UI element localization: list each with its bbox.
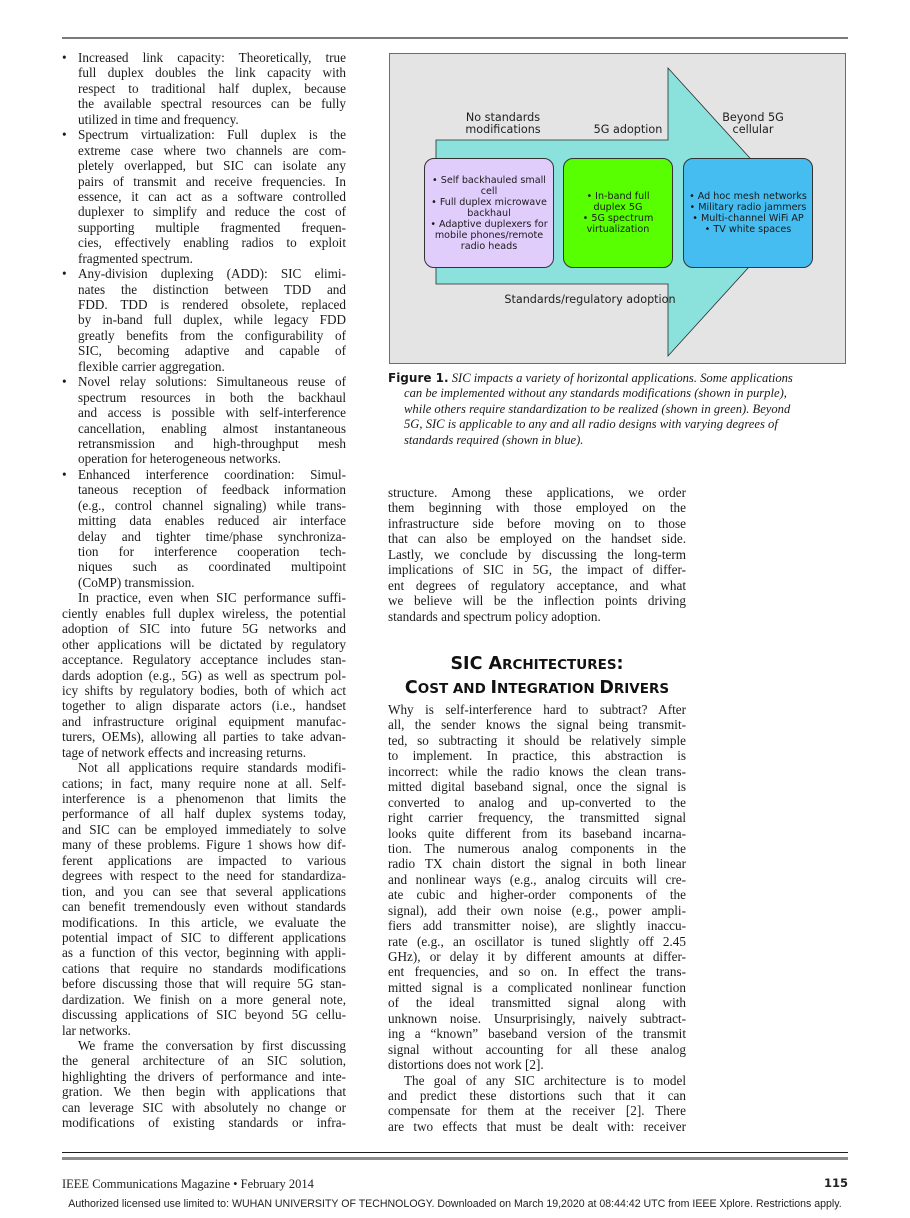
text-line: supporting multiple fragmented frequen- [78, 219, 346, 235]
text-line: full duplex doubles the link capacity with [78, 65, 346, 81]
text-line: Lastly, we conclude by discussing the long-term [388, 546, 686, 562]
text-line: icy shifts by regulatory bodies, both of which act [62, 682, 346, 698]
text-line: fiers add transmitter noise), are slightly inaccu- [388, 918, 686, 934]
box-item: mobile phones/remote [434, 229, 544, 241]
bullet-icon: • [62, 50, 67, 65]
text-line: highlighting the drivers of performance and inte- [62, 1068, 346, 1084]
text-line: essence, it can act as a software controlled [78, 188, 346, 204]
text-line: converted to analog and up-converted to the [388, 794, 686, 810]
text-line: flexible carrier aggregation. [78, 358, 225, 374]
caption-line: can be implemented without any standards modifications (shown in purple), [404, 386, 787, 401]
text-line: operation for heterogeneous networks. [78, 451, 281, 467]
text-line: cies, effectively enabling radios to exploit [78, 235, 346, 251]
text-line: • Novel relay solutions: Simultaneous reuse of [62, 374, 346, 390]
text-line: tion. The numerous analog components in the [388, 840, 686, 856]
text-line: ing a “known” baseband version of the transmit [388, 1026, 686, 1042]
text-line: adoption of SIC into future 5G networks and [62, 621, 346, 637]
text-line: greatly benefits from the configurability of [78, 327, 346, 343]
text-line: niques such as coordinated multipoint [78, 559, 346, 575]
text-line: respect to traditional half duplex, because [78, 80, 346, 96]
text-line: and infrastructure original equipment manufac- [62, 713, 346, 729]
text-line: ent degrees of regulatory acceptance, and what [388, 577, 686, 593]
text-line: to implement. In practice, this abstraction is [388, 748, 686, 764]
text-line: lar networks. [62, 1022, 131, 1038]
text-line: ciently enables full duplex wireless, the potential [62, 605, 346, 621]
text-line: as a function of this vector, beginning with appli- [62, 945, 346, 961]
box-item: • 5G spectrum [582, 213, 654, 224]
left-column [62, 50, 346, 1131]
box-item: • Full duplex microwave [431, 196, 547, 208]
text-line: and predict these distortions such that it can [388, 1087, 686, 1103]
box-item: backhaul [467, 207, 511, 219]
text-line: together to align disparate actors (i.e., handset [62, 698, 346, 714]
text-line: FDD. TDD is rendered obsolete, replaced [78, 297, 346, 312]
text-line: spectrum resources in both the backhaul [78, 389, 346, 405]
label-no-standards: No standards modifications [465, 111, 541, 137]
text-line: the general architecture of an SIC solution, [62, 1053, 346, 1069]
bullet-icon: • [62, 466, 67, 482]
text-line: are two effects that must be dealt with: receiver [388, 1118, 686, 1134]
text-line: by in-band full duplex, while legacy FDD [78, 312, 346, 328]
bullet-icon: • [62, 266, 67, 282]
text-line: radio TX chain distort the signal in both linear [388, 856, 686, 872]
text-line: SIC, becoming adaptive and capable of [78, 343, 346, 359]
text-line: mitted digital baseband signal, once the signal is [388, 779, 686, 795]
figure-caption [388, 371, 838, 448]
text-line: gration. We then begin with applications that [62, 1084, 346, 1100]
text-line: can leverage SIC with absolutely no change or [62, 1099, 346, 1115]
right-column-bottom [388, 702, 686, 1134]
caption-label: Figure 1. [388, 371, 449, 385]
text-line: • Enhanced interference coordination: Simul- [62, 466, 346, 482]
text-line: and access is possible with self-interference [78, 405, 346, 421]
text-line: The goal of any SIC architecture is to model [404, 1072, 686, 1088]
text-line: GHz), or delay it by different amounts at differ- [388, 949, 686, 964]
text-line: • Any-division duplexing (ADD): SIC elimi- [62, 266, 346, 282]
box-item: • Military radio jammers [689, 202, 807, 213]
text-line: we believe will be the inflection points driving [388, 593, 686, 609]
text-line: signal without accounting for all these analog [388, 1041, 686, 1057]
text-line: ferent applications are impacted to various [62, 852, 346, 868]
figure-1 [389, 53, 846, 364]
journal-name: IEEE Communications Magazine • February 2014 [62, 1177, 314, 1191]
text-line: pletely overlapped, but SIC can isolate any [78, 158, 346, 174]
text-line: delay and tighter time/phase synchroniza- [78, 528, 346, 544]
text-line: taneous reception of feedback information [78, 482, 346, 498]
text-line: other applications will be dictated by regulatory [62, 636, 346, 652]
box-item: • Multi-channel WiFi AP [692, 213, 804, 224]
text-line: structure. Among these applications, we order [388, 485, 686, 500]
text-line: modifications of existing standards or infra- [62, 1115, 346, 1131]
text-line: unknown noise. Unsurprisingly, naively subtract- [388, 1010, 686, 1026]
text-line: discussing applications of SIC beyond 5G cellu- [62, 1007, 346, 1023]
text-line: compensate for them at the receiver [2]. There [388, 1103, 686, 1119]
text-line: Why is self-interference hard to subtract? After [388, 702, 686, 717]
text-line: pairs of transmit and receive frequencies. In [78, 173, 346, 189]
footer-rule-thick [62, 1157, 848, 1160]
box-item: duplex 5G [593, 202, 643, 213]
text-line: cations that require no standards modifications [62, 960, 346, 976]
text-line: implications of SIC in 5G, the impact of differ- [388, 562, 686, 578]
box-beyond-5g-items [689, 191, 807, 235]
box-item: cell [480, 185, 498, 197]
section-heading-line-1: SIC ARCHITECTURES: [450, 654, 624, 674]
box-no-standards [424, 158, 554, 268]
text-line: duplexer to simplify and reduce the cost of [78, 204, 346, 220]
text-line: the available spectral resources can be fully [78, 96, 346, 112]
text-line: (CoMP) transmission. [78, 574, 195, 590]
text-line: rate (e.g., an oscillator is tuned slightly off 2.45 [388, 933, 686, 949]
text-line: performance of all half duplex systems today, [62, 806, 346, 822]
text-line: dardization. We finish on a more general note, [62, 991, 346, 1007]
right-column-top [388, 485, 686, 624]
page-number: 115 [823, 1176, 848, 1190]
box-item: • TV white spaces [704, 224, 792, 235]
bullet-icon: • [62, 374, 67, 390]
label-5g-adoption: 5G adoption [593, 123, 663, 136]
text-line: nates the distinction between TDD and [78, 281, 346, 297]
text-line: them beginning with those employed on the [388, 500, 686, 516]
box-item: • Self backhauled small [432, 174, 546, 186]
text-line: extreme case where two channels are com- [78, 142, 346, 158]
text-line: incorrect: while the radio knows the clean trans- [388, 763, 686, 779]
text-line: tion for interference cooperation tech- [78, 544, 346, 559]
text-line: acceptance. Regulatory acceptance includes stan- [62, 652, 346, 668]
text-line: of the ideal transmitted signal along with [388, 995, 686, 1011]
text-line: cancellation, enabling almost instantaneous [78, 420, 346, 436]
section-heading [388, 652, 686, 700]
text-line: ent frequencies, and so on. In effect the trans- [388, 964, 686, 980]
text-line: We frame the conversation by first discussing [78, 1038, 346, 1053]
caption-line: while others require standardization to be realized (shown in green). Beyond [404, 401, 791, 416]
box-item: radio heads [460, 240, 518, 252]
text-line: interference is a phenomenon that limits the [62, 791, 346, 806]
text-line: • Spectrum virtualization: Full duplex is the [62, 127, 346, 143]
text-line: utilized in time and frequency. [78, 111, 239, 127]
text-line: that can also be employed on the handset side. [388, 531, 686, 547]
text-line: can benefit tremendously even without standards [62, 899, 346, 915]
text-line: and SIC can be employed immediately to solve [62, 821, 346, 837]
text-line: mitting data enables reduced air interface [78, 513, 346, 529]
text-line: right carrier frequency, the transmitted signal [388, 810, 686, 826]
text-line: infrastructure side before moving on to those [388, 515, 686, 531]
text-line: and nonlinear ways (e.g., analog circuits will cre- [388, 871, 686, 887]
text-line: ted, so subtracting it should be relatively simple [388, 732, 686, 748]
caption-line: SIC impacts a variety of horizontal applications. Some applications [451, 371, 793, 385]
box-5g-adoption [563, 158, 673, 268]
text-line: signal), add their own noise (e.g., power ampli- [388, 902, 686, 918]
text-line: standards and spectrum policy adoption. [388, 608, 601, 624]
text-line: fragmented spectrum. [78, 250, 193, 266]
text-line: Not all applications require standards modifi- [78, 760, 346, 776]
section-heading-line-2: COST AND INTEGRATION DRIVERS [404, 678, 670, 698]
footer-rule-thin [62, 1152, 848, 1153]
box-no-standards-items [430, 175, 547, 252]
text-line: distortions does not work [2]. [388, 1057, 544, 1073]
text-line: many of these problems. Figure 1 shows how dif- [62, 837, 346, 853]
bullet-icon: • [62, 127, 67, 143]
box-item: • Ad hoc mesh networks [689, 191, 807, 202]
text-line: before discussing those that will require 5G stan- [62, 976, 346, 992]
text-line: modifications. In this article, we evaluate the [62, 914, 346, 930]
header-rule [62, 37, 848, 39]
text-line: potential impact of SIC to different applications [62, 929, 346, 945]
text-line: • Increased link capacity: Theoretically, true [62, 50, 346, 65]
text-line: (e.g., control channel signaling) while trans- [78, 497, 346, 513]
box-beyond-5g [683, 158, 813, 268]
license-notice: Authorized licensed use limited to: WUHAN UNIVERSITY OF TECHNOLOGY. Downloaded on March 19,2020 at 08:44:42 UTC from IEEE Xplore. Restrictions apply. [68, 1198, 842, 1210]
text-line: mitted signal is a complicated nonlinear function [388, 979, 686, 995]
text-line: all, the sender knows the signal being transmit- [388, 717, 686, 733]
text-line: looks quite different from its baseband incarna- [388, 825, 686, 841]
text-line: dards adoption (e.g., 5G) as well as spectrum pol- [62, 667, 346, 683]
caption-line: 5G, SIC is applicable to any and all radio designs with varying degrees of [404, 417, 778, 432]
text-line: In practice, even when SIC performance suffi- [78, 590, 346, 606]
box-5g-adoption-items [583, 191, 654, 235]
text-line: ate cubic and higher-order components of the [388, 887, 686, 903]
label-beyond-5g: Beyond 5G cellular [722, 111, 784, 137]
box-item: • Adaptive duplexers for [430, 218, 548, 230]
text-line: turers, OEMs), allowing all parties to take advan- [62, 729, 346, 745]
text-line: tion, and you can see that several applications [62, 883, 346, 899]
label-standards-axis: Standards/regulatory adoption [504, 293, 676, 306]
text-line: retransmission and high-throughput mesh [78, 435, 346, 451]
caption-line: standards required (shown in blue). [404, 432, 584, 447]
box-item: • In-band full [586, 191, 650, 202]
text-line: degrees with respect to the need for standardiza- [62, 868, 346, 884]
box-item: virtualization [586, 224, 650, 235]
text-line: tage of network effects and increasing returns. [62, 744, 306, 760]
text-line: cations; in fact, many require none at all. Self- [62, 775, 346, 791]
